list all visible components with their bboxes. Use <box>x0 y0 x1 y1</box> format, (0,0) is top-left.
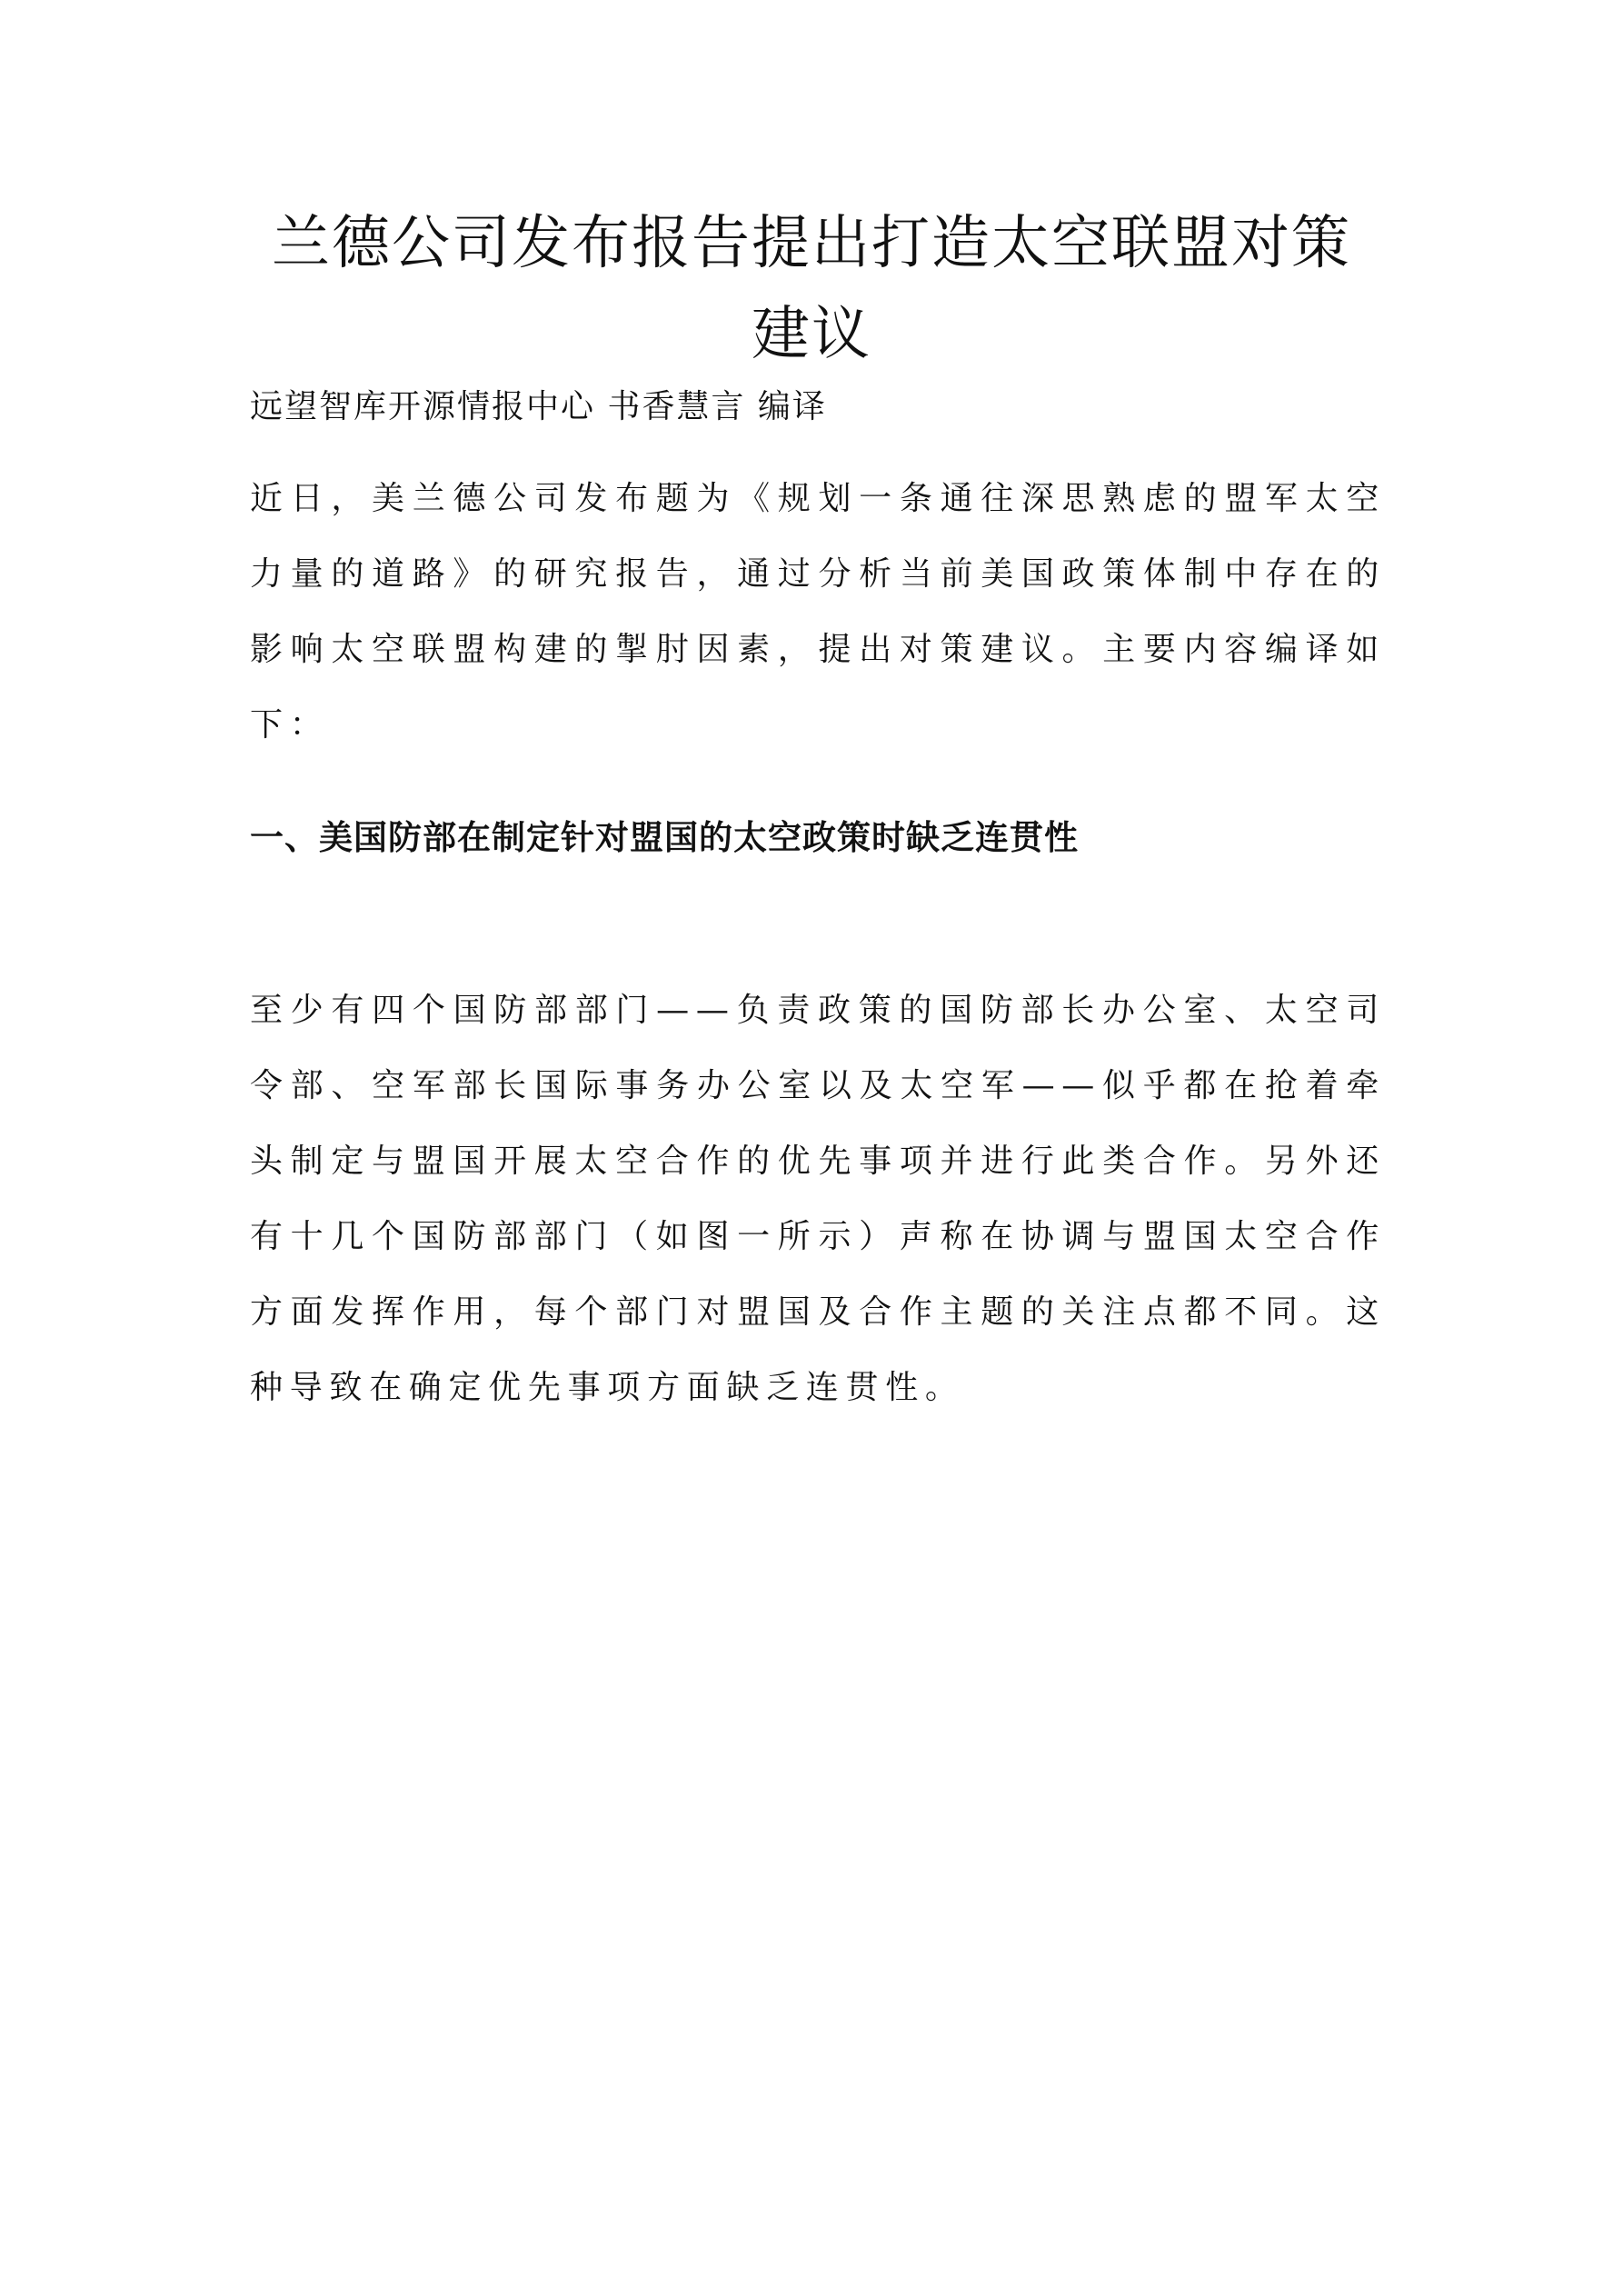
section-paragraph: 至少有四个国防部部门——负责政策的国防部长办公室、太空司令部、空军部长国际事务办公室以及太空军——似乎都在抢着牵头制定与盟国开展太空合作的优先事项并进行此类合作。另外还有十几个国防部部门（如图一所示）声称在协调与盟国太空合作方面发挥作用，每个部门对盟国及合作主题的关注点都不同。这种导致在确定优先事项方面缺乏连贯性。 <box>250 992 1386 1406</box>
document-title: 兰德公司发布报告提出打造太空联盟对策建议 <box>272 210 1351 368</box>
section-heading: 一、美国防部在制定针对盟国的太空政策时缺乏连贯性 <box>250 818 1079 857</box>
intro-paragraph: 近日，美兰德公司发布题为《规划一条通往深思熟虑的盟军太空力量的道路》的研究报告，通过分析当前美国政策体制中存在的影响太空联盟构建的掣肘因素，提出对策建议。主要内容编译如下： <box>250 480 1386 744</box>
byline: 远望智库开源情报中心 书香慧言 编译 <box>250 388 827 425</box>
